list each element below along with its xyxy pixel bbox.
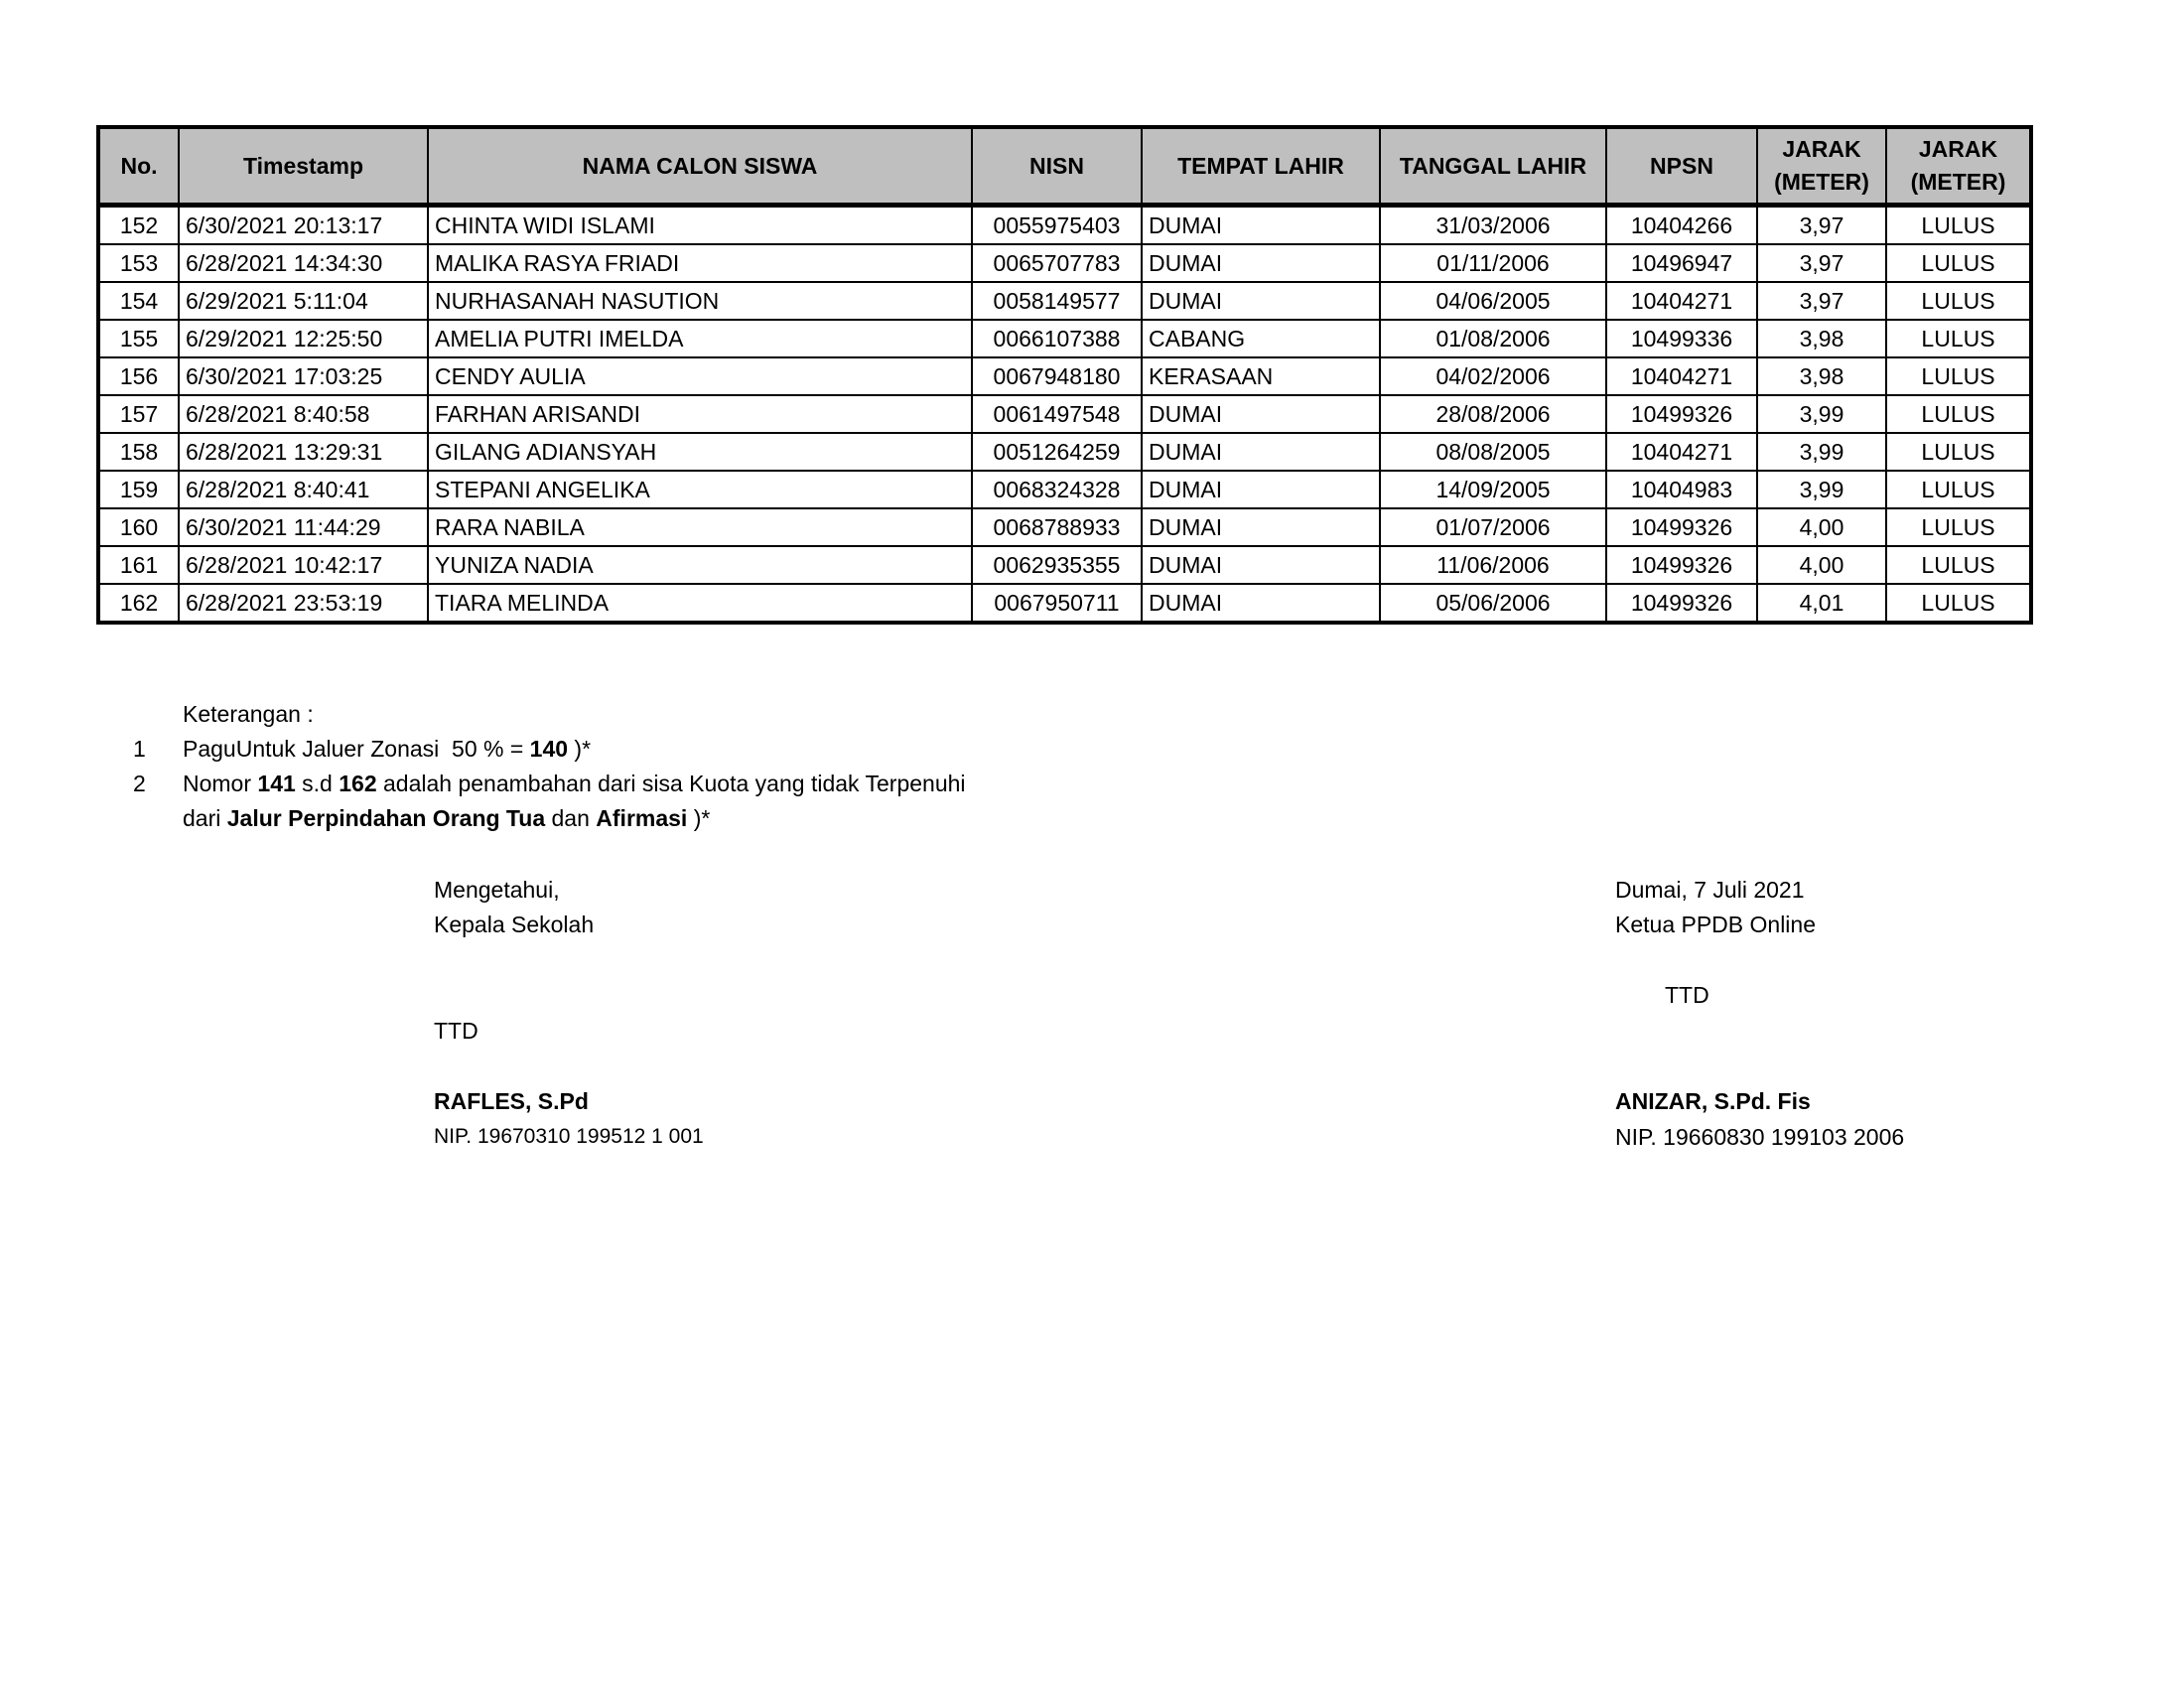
cell-nisn: 0067950711 (972, 584, 1142, 623)
cell-jarak: 3,98 (1757, 320, 1886, 357)
note-2-start-number: 141 (257, 771, 296, 796)
note-2-afirmasi: Afirmasi (596, 805, 688, 831)
header-npsn: NPSN (1606, 127, 1757, 206)
cell-npsn: 10499326 (1606, 546, 1757, 584)
note-2-mid: s.d (295, 771, 340, 796)
note-1-quota: 140 (529, 736, 569, 762)
cell-nisn: 0055975403 (972, 206, 1142, 245)
header-no: No. (98, 127, 179, 206)
table-row (98, 244, 2031, 282)
cell-npsn: 10404983 (1606, 471, 1757, 508)
cell-tempat-lahir: DUMAI (1142, 282, 1380, 320)
cell-tanggal-lahir: 28/08/2006 (1380, 395, 1606, 433)
cell-timestamp: 6/29/2021 5:11:04 (179, 282, 428, 320)
cell-timestamp: 6/30/2021 11:44:29 (179, 508, 428, 546)
table-header-row (98, 127, 2031, 206)
cell-nama: RARA NABILA (428, 508, 972, 546)
cell-timestamp: 6/29/2021 12:25:50 (179, 320, 428, 357)
cell-nama: CENDY AULIA (428, 357, 972, 395)
table-row (98, 471, 2031, 508)
note-2-line2-post: )* (687, 805, 711, 831)
table-row (98, 357, 2031, 395)
cell-no: 154 (98, 282, 179, 320)
cell-timestamp: 6/28/2021 8:40:58 (179, 395, 428, 433)
table-row (98, 320, 2031, 357)
note-1-suffix: )* (568, 736, 592, 762)
cell-tanggal-lahir: 04/06/2005 (1380, 282, 1606, 320)
table-row (98, 395, 2031, 433)
cell-status: LULUS (1886, 357, 2031, 395)
cell-npsn: 10404271 (1606, 282, 1757, 320)
cell-npsn: 10404266 (1606, 206, 1757, 245)
cell-status: LULUS (1886, 206, 2031, 245)
cell-jarak: 3,97 (1757, 206, 1886, 245)
cell-nisn: 0058149577 (972, 282, 1142, 320)
cell-jarak: 3,97 (1757, 282, 1886, 320)
cell-nisn: 0051264259 (972, 433, 1142, 471)
table-row (98, 584, 2031, 623)
left-sign-nip: NIP. 19670310 199512 1 001 (434, 1125, 704, 1148)
cell-tempat-lahir: DUMAI (1142, 433, 1380, 471)
cell-timestamp: 6/28/2021 10:42:17 (179, 546, 428, 584)
cell-status: LULUS (1886, 471, 2031, 508)
left-sign-line1: Mengetahui, (434, 877, 560, 903)
cell-no: 152 (98, 206, 179, 245)
cell-timestamp: 6/28/2021 23:53:19 (179, 584, 428, 623)
cell-npsn: 10404271 (1606, 433, 1757, 471)
right-sign-name: ANIZAR, S.Pd. Fis (1615, 1088, 1811, 1114)
cell-tempat-lahir: DUMAI (1142, 244, 1380, 282)
cell-nama: CHINTA WIDI ISLAMI (428, 206, 972, 245)
right-sign-line1: Dumai, 7 Juli 2021 (1615, 877, 1805, 903)
cell-nama: GILANG ADIANSYAH (428, 433, 972, 471)
note-2-end-number: 162 (339, 771, 377, 796)
cell-status: LULUS (1886, 508, 2031, 546)
cell-status: LULUS (1886, 244, 2031, 282)
cell-timestamp: 6/30/2021 17:03:25 (179, 357, 428, 395)
cell-npsn: 10499326 (1606, 508, 1757, 546)
cell-nisn: 0068788933 (972, 508, 1142, 546)
note-2-number: 2 (133, 771, 146, 796)
left-sign-line2: Kepala Sekolah (434, 912, 595, 937)
cell-tempat-lahir: DUMAI (1142, 546, 1380, 584)
left-sign-name: RAFLES, S.Pd (434, 1088, 589, 1114)
cell-jarak: 4,01 (1757, 584, 1886, 623)
note-2-pre: Nomor (183, 771, 258, 796)
cell-tempat-lahir: DUMAI (1142, 471, 1380, 508)
cell-tanggal-lahir: 01/08/2006 (1380, 320, 1606, 357)
note-2-jalur: Jalur Perpindahan Orang Tua (226, 805, 546, 831)
cell-npsn: 10496947 (1606, 244, 1757, 282)
note-1 (183, 734, 591, 764)
note-2-line-1 (183, 769, 966, 798)
note-1-text: PaguUntuk Jaluer Zonasi 50 % = (183, 736, 530, 762)
header-timestamp: Timestamp (179, 127, 428, 206)
cell-tempat-lahir: DUMAI (1142, 395, 1380, 433)
cell-nisn: 0066107388 (972, 320, 1142, 357)
cell-status: LULUS (1886, 584, 2031, 623)
right-sign-ttd: TTD (1665, 982, 1709, 1008)
cell-nama: MALIKA RASYA FRIADI (428, 244, 972, 282)
cell-tanggal-lahir: 04/02/2006 (1380, 357, 1606, 395)
cell-tanggal-lahir: 08/08/2005 (1380, 433, 1606, 471)
header-jarak-status: JARAK (METER) (1886, 127, 2031, 206)
cell-no: 155 (98, 320, 179, 357)
cell-nisn: 0068324328 (972, 471, 1142, 508)
cell-tanggal-lahir: 01/11/2006 (1380, 244, 1606, 282)
cell-tanggal-lahir: 01/07/2006 (1380, 508, 1606, 546)
cell-nama: NURHASANAH NASUTION (428, 282, 972, 320)
cell-timestamp: 6/28/2021 13:29:31 (179, 433, 428, 471)
cell-nama: AMELIA PUTRI IMELDA (428, 320, 972, 357)
cell-status: LULUS (1886, 320, 2031, 357)
cell-jarak: 3,97 (1757, 244, 1886, 282)
cell-no: 158 (98, 433, 179, 471)
header-nisn: NISN (972, 127, 1142, 206)
note-2-line2-pre: dari (183, 805, 227, 831)
cell-jarak: 4,00 (1757, 508, 1886, 546)
table-row (98, 433, 2031, 471)
cell-tempat-lahir: KERASAAN (1142, 357, 1380, 395)
cell-no: 156 (98, 357, 179, 395)
cell-status: LULUS (1886, 546, 2031, 584)
cell-npsn: 10404271 (1606, 357, 1757, 395)
right-sign-line2: Ketua PPDB Online (1615, 912, 1817, 937)
cell-nisn: 0067948180 (972, 357, 1142, 395)
header-tempat-lahir: TEMPAT LAHIR (1142, 127, 1380, 206)
cell-status: LULUS (1886, 395, 2031, 433)
cell-npsn: 10499326 (1606, 584, 1757, 623)
right-sign-nip: NIP. 19660830 199103 2006 (1615, 1124, 1905, 1150)
cell-nisn: 0061497548 (972, 395, 1142, 433)
table-row (98, 282, 2031, 320)
cell-status: LULUS (1886, 282, 2031, 320)
cell-jarak: 3,99 (1757, 433, 1886, 471)
header-nama: NAMA CALON SISWA (428, 127, 972, 206)
note-2-line-2 (183, 803, 710, 833)
cell-nama: YUNIZA NADIA (428, 546, 972, 584)
cell-timestamp: 6/28/2021 8:40:41 (179, 471, 428, 508)
student-table (96, 125, 2033, 625)
cell-npsn: 10499326 (1606, 395, 1757, 433)
note-2-line2-mid: dan (545, 805, 597, 831)
header-jarak: JARAK (METER) (1757, 127, 1886, 206)
table-row (98, 508, 2031, 546)
cell-tempat-lahir: DUMAI (1142, 206, 1380, 245)
cell-tanggal-lahir: 14/09/2005 (1380, 471, 1606, 508)
cell-tempat-lahir: CABANG (1142, 320, 1380, 357)
cell-npsn: 10499336 (1606, 320, 1757, 357)
left-sign-ttd: TTD (434, 1018, 478, 1044)
cell-nama: FARHAN ARISANDI (428, 395, 972, 433)
cell-tanggal-lahir: 31/03/2006 (1380, 206, 1606, 245)
cell-tanggal-lahir: 05/06/2006 (1380, 584, 1606, 623)
cell-no: 159 (98, 471, 179, 508)
table-row (98, 206, 2031, 245)
table-body (98, 206, 2031, 624)
cell-timestamp: 6/28/2021 14:34:30 (179, 244, 428, 282)
cell-no: 160 (98, 508, 179, 546)
cell-no: 153 (98, 244, 179, 282)
cell-nisn: 0062935355 (972, 546, 1142, 584)
note-1-number: 1 (133, 736, 146, 762)
cell-jarak: 3,98 (1757, 357, 1886, 395)
cell-nama: STEPANI ANGELIKA (428, 471, 972, 508)
cell-nisn: 0065707783 (972, 244, 1142, 282)
cell-timestamp: 6/30/2021 20:13:17 (179, 206, 428, 245)
cell-tanggal-lahir: 11/06/2006 (1380, 546, 1606, 584)
notes-title: Keterangan : (183, 701, 314, 727)
cell-jarak: 3,99 (1757, 395, 1886, 433)
cell-nama: TIARA MELINDA (428, 584, 972, 623)
cell-tempat-lahir: DUMAI (1142, 508, 1380, 546)
cell-no: 157 (98, 395, 179, 433)
cell-status: LULUS (1886, 433, 2031, 471)
table-row (98, 546, 2031, 584)
cell-jarak: 4,00 (1757, 546, 1886, 584)
header-tanggal-lahir: TANGGAL LAHIR (1380, 127, 1606, 206)
cell-tempat-lahir: DUMAI (1142, 584, 1380, 623)
cell-jarak: 3,99 (1757, 471, 1886, 508)
cell-no: 162 (98, 584, 179, 623)
cell-no: 161 (98, 546, 179, 584)
note-2-post: adalah penambahan dari sisa Kuota yang tidak Terpenuhi (376, 771, 966, 796)
